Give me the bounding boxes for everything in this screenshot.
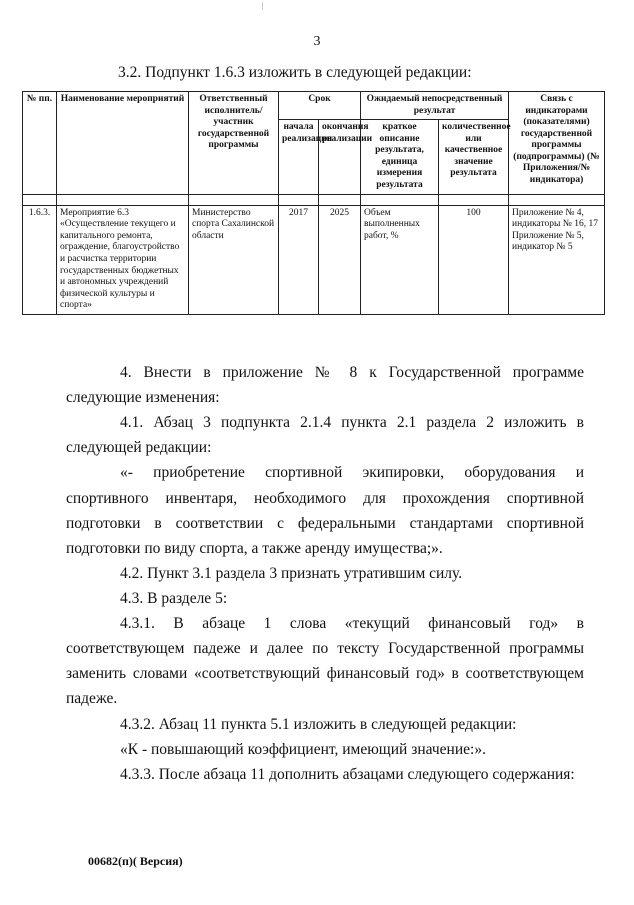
page-number: 3	[313, 34, 321, 49]
cell-link	[509, 205, 605, 314]
cell-short: Объем выполненных работ, %	[361, 205, 439, 314]
cell-name: Мероприятие 6.3 «Осуществление текущего и капитального ремонта, ограждение, благоустройство и расчистка территории государственных бюджетных и автономных учреждений физической культуры и спорта»	[57, 205, 189, 314]
paragraph-4-3-1: 4.3.1. В абзаце 1 слова «текущий финансовый год» в соответствующем падеже и далее по тексту Государственной программы заменить словами «соответствующий финансовый год» в соответствующем падеже.	[66, 615, 584, 708]
paragraph-quote-1: «- приобретение спортивной экипировки, оборудования и спортивного инвентаря, необходимого для прохождения спортивной подготовки в соответствии с федеральными стандартами спортивной подготовки по виду спорта, а также аренду имущества;».	[66, 464, 584, 557]
paragraph-4-3-3: 4.3.3. После абзаца 11 дополнить абзацами следующего содержания:	[120, 765, 575, 783]
section-heading: 3.2. Подпункт 1.6.3 изложить в следующей редакции:	[118, 64, 472, 81]
header-num: № пп.	[23, 92, 57, 195]
cell-link-line-2: Приложение № 5, индикатор № 5	[512, 230, 584, 253]
header-expected: Ожидаемый непосредственный результат	[361, 92, 509, 120]
header-term-start: начала реализации	[279, 120, 319, 194]
header-term-end: окончания реализации	[319, 120, 361, 194]
cell-value: 100	[439, 205, 509, 314]
cell-responsible: Министерство спорта Сахалинской области	[189, 205, 279, 314]
paragraph-4-3-2: 4.3.2. Абзац 11 пункта 5.1 изложить в следующей редакции:	[120, 715, 517, 733]
header-responsible: Ответственный исполнитель/участник государственной программы	[189, 92, 279, 195]
cell-link-line-1: Приложение № 4, индикаторы № 16, 17	[512, 207, 599, 230]
footer-doc-id: 00682(п)( Версия)	[88, 854, 183, 868]
paragraph-4: 4. Внести в приложение № 8 к Государственной программе следующие изменения:	[66, 364, 584, 407]
table-header-row	[23, 92, 605, 120]
table-row	[23, 205, 605, 314]
body-text	[66, 360, 584, 787]
header-expected-value: количественное или качественное значение результата	[439, 120, 509, 194]
paragraph-4-2: 4.2. Пункт 3.1 раздела 3 признать утратившим силу.	[120, 564, 463, 582]
cell-num: 1.6.3.	[23, 205, 57, 314]
measures-table	[22, 91, 605, 315]
header-link: Связь с индикаторами (показателями) государственной программы (подпрограммы) (№ Приложения/№ индикатора)	[509, 92, 605, 195]
cell-end: 2025	[319, 205, 361, 314]
paragraph-4-3: 4.3. В разделе 5:	[120, 589, 228, 607]
header-name: Наименование мероприятий	[57, 92, 189, 195]
cell-start: 2017	[279, 205, 319, 314]
scan-mark	[262, 2, 283, 10]
table-spacer-row	[23, 194, 605, 205]
header-term: Срок	[279, 92, 361, 120]
header-expected-short: краткое описание результата, единица измерения результата	[361, 120, 439, 194]
paragraph-quote-2: «К - повышающий коэффициент, имеющий значение:».	[120, 740, 486, 758]
paragraph-4-1: 4.1. Абзац 3 подпункта 2.1.4 пункта 2.1 раздела 2 изложить в следующей редакции:	[66, 414, 584, 457]
